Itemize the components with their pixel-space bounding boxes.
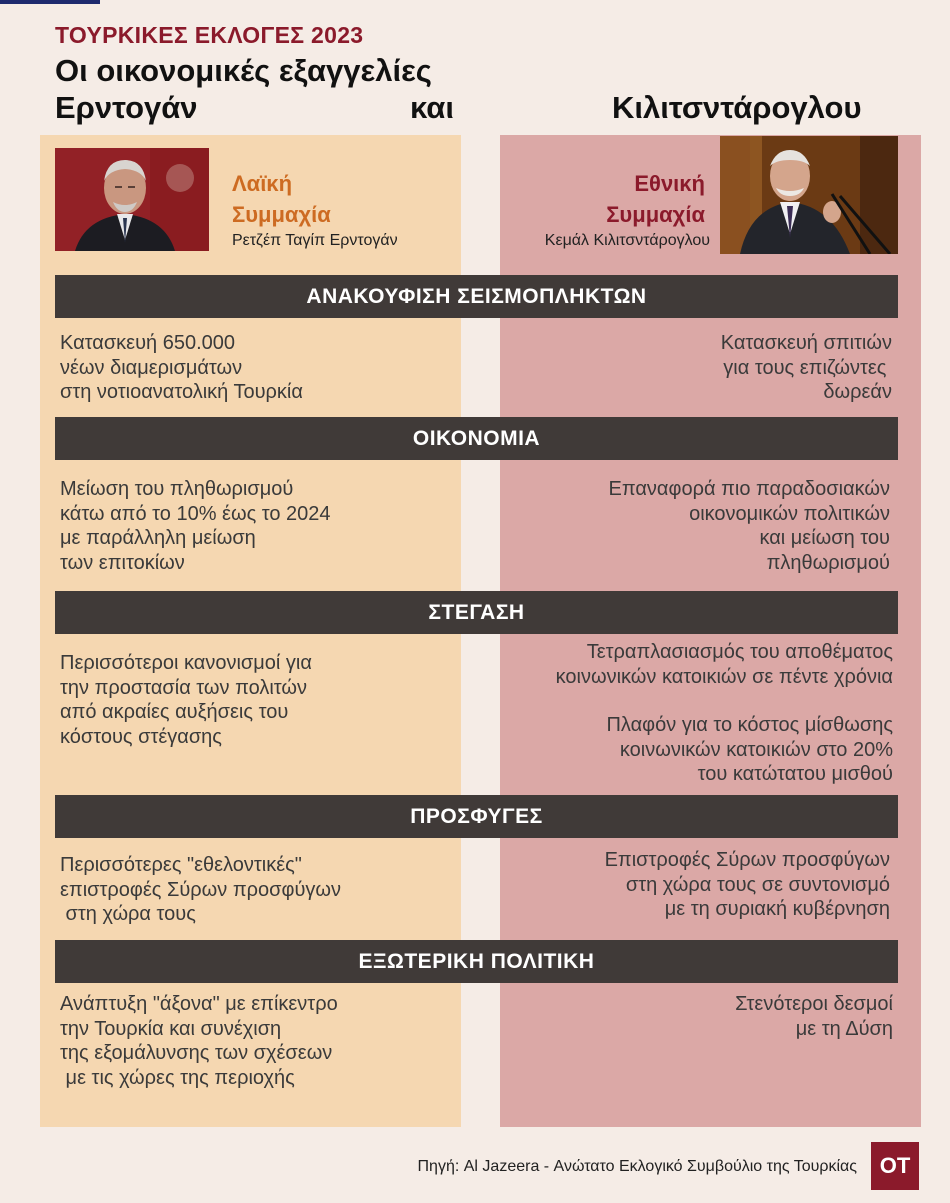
left-text-economy: Μείωση του πληθωρισμού κάτω από το 10% έως το 2024 με παράλληλη μείωση των επιτοκίων — [60, 478, 331, 574]
right-text-housing-2: Πλαφόν για το κόστος μίσθωσης κοινωνικών κατοικιών στο 20% του κατώτατου μισθού — [606, 714, 893, 785]
headline-name-right: Κιλιτσντάρογλου — [612, 90, 862, 125]
erdogan-photo — [55, 148, 209, 251]
right-text-earthquake: Κατασκευή σπιτιών για τους επιζώντες δωρεάν — [720, 332, 892, 403]
kicker: ΤΟΥΡΚΙΚΕΣ ΕΚΛΟΓΕΣ 2023 — [55, 22, 364, 48]
left-text-refugees: Περισσότερες "εθελοντικές" επιστροφές Σύρων προσφύγων στη χώρα τους — [60, 854, 341, 925]
headline-line1: Οι οικονομικές εξαγγελίες — [55, 53, 432, 88]
section-bar-refugees: ΠΡΟΣΦΥΓΕΣ — [55, 795, 898, 838]
right-candidate-name: Κεμάλ Κιλιτσντάρογλου — [544, 232, 710, 249]
right-party-line1: Εθνική — [634, 171, 705, 196]
left-candidate-name: Ρετζέπ Ταγίπ Ερντογάν — [232, 232, 398, 249]
left-text-housing: Περισσότεροι κανονισμοί για την προστασία των πολιτών από ακραίες αυξήσεις του κόστους στέγασης — [60, 652, 312, 748]
section-bar-economy: ΟΙΚΟΝΟΜΙΑ — [55, 417, 898, 460]
kilicdaroglu-photo — [720, 136, 898, 254]
top-accent-line — [0, 0, 100, 4]
section-bar-earthquake: ΑΝΑΚΟΥΦΙΣΗ ΣΕΙΣΜΟΠΛΗΚΤΩΝ — [55, 275, 898, 318]
left-text-earthquake: Κατασκευή 650.000 νέων διαμερισμάτων στη νοτιοανατολική Τουρκία — [60, 332, 303, 403]
left-party-name — [232, 168, 331, 230]
left-party-line2: Συμμαχία — [232, 202, 331, 227]
right-party-name — [606, 168, 705, 230]
right-party-line2: Συμμαχία — [606, 202, 705, 227]
right-text-refugees: Επιστροφές Σύρων προσφύγων στη χώρα τους σε συντονισμό με τη συριακή κυβέρνηση — [604, 849, 890, 920]
left-party-line1: Λαϊκή — [232, 171, 293, 196]
source-note: Πηγή: Al Jazeera - Ανώτατο Εκλογικό Συμβούλιο της Τουρκίας — [417, 1158, 857, 1175]
section-bar-housing: ΣΤΕΓΑΣΗ — [55, 591, 898, 634]
right-text-foreign-policy: Στενότεροι δεσμοί με τη Δύση — [735, 993, 893, 1040]
right-text-economy: Επαναφορά πιο παραδοσιακών οικονομικών πολιτικών και μείωση του πληθωρισμού — [608, 478, 890, 574]
headline-conjunction: και — [410, 90, 454, 125]
right-text-housing-1: Τετραπλασιασμός του αποθέματος κοινωνικών κατοικιών σε πέντε χρόνια — [555, 641, 893, 688]
publisher-logo: OT — [871, 1142, 919, 1190]
section-bar-foreign-policy: ΕΞΩΤΕΡΙΚΗ ΠΟΛΙΤΙΚΗ — [55, 940, 898, 983]
headline-name-left: Ερντογάν — [55, 90, 198, 125]
left-text-foreign-policy: Ανάπτυξη "άξονα" με επίκεντρο την Τουρκία και συνέχιση της εξομάλυνσης των σχέσεων με τις χώρες της περιοχής — [60, 993, 338, 1089]
